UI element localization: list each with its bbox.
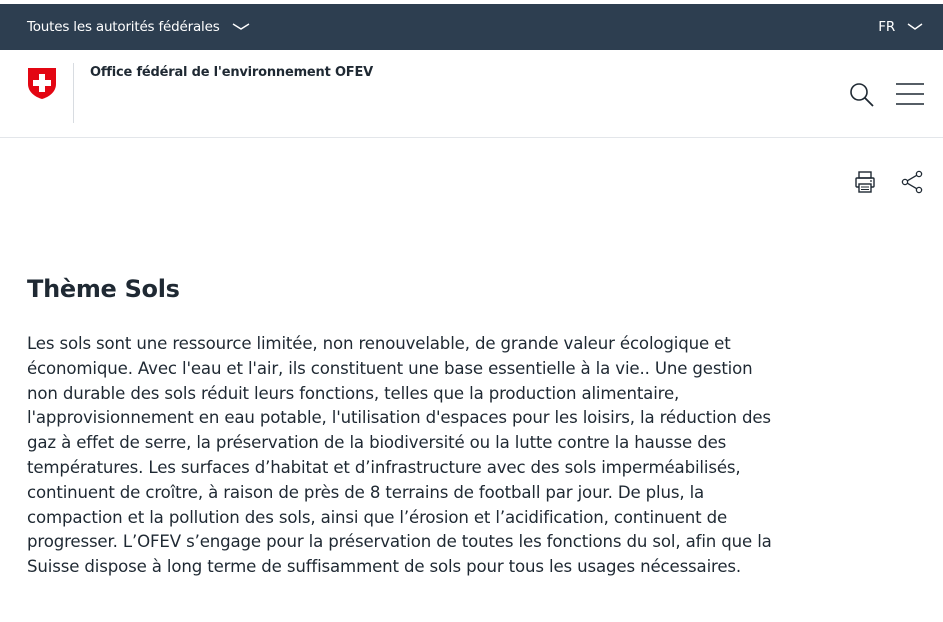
all-authorities-label: Toutes les autorités fédérales [27, 19, 220, 35]
language-selector[interactable] [878, 19, 923, 35]
search-button[interactable] [848, 81, 876, 109]
chevron-down-icon [232, 22, 250, 32]
all-authorities-dropdown[interactable] [27, 19, 250, 35]
site-header [0, 50, 943, 138]
chevron-down-icon [907, 22, 923, 32]
page-title: Thème Sols [27, 275, 180, 303]
language-label: FR [878, 19, 895, 35]
header-divider [73, 63, 74, 123]
print-icon [853, 179, 877, 198]
menu-button[interactable] [894, 82, 926, 108]
intro-paragraph: Les sols sont une ressource limitée, non renouvelable, de grande valeur écologique et économique. Avec l'eau et l'air, ils constituent une base essentielle à la vie.. Une gestion non durable des sols réduit leurs fonctions, telles que la production alimentaire, l'approvisionnement en eau potable, l'utilisation d'espaces pour les loisirs, la réduction des gaz à effet de serre, la préservation de la biodiversité ou la lutte contre la hausse des températures. Les surfaces d’habitat et d’infrastructure avec des sols imperméabilisés, continuent de croître, à raison de près de 8 terrains de football par jour. De plus, la compaction et la pollution des sols, ainsi que l’érosion et l’acidification, continuent de progresser. L’OFEV s’engage pour la préservation de toutes les fonctions du sol, afin que la Suisse dispose à long terme de suffisamment de sols pour tous les usages nécessaires. [27, 334, 772, 577]
print-button[interactable] [853, 170, 877, 194]
search-icon [848, 94, 876, 113]
share-button[interactable] [900, 170, 924, 194]
share-icon [900, 179, 924, 198]
top-bar [0, 4, 943, 50]
org-name[interactable]: Office fédéral de l'environnement OFEV [90, 65, 374, 80]
swiss-cross-icon[interactable] [27, 67, 57, 104]
hamburger-menu-icon [894, 93, 926, 112]
